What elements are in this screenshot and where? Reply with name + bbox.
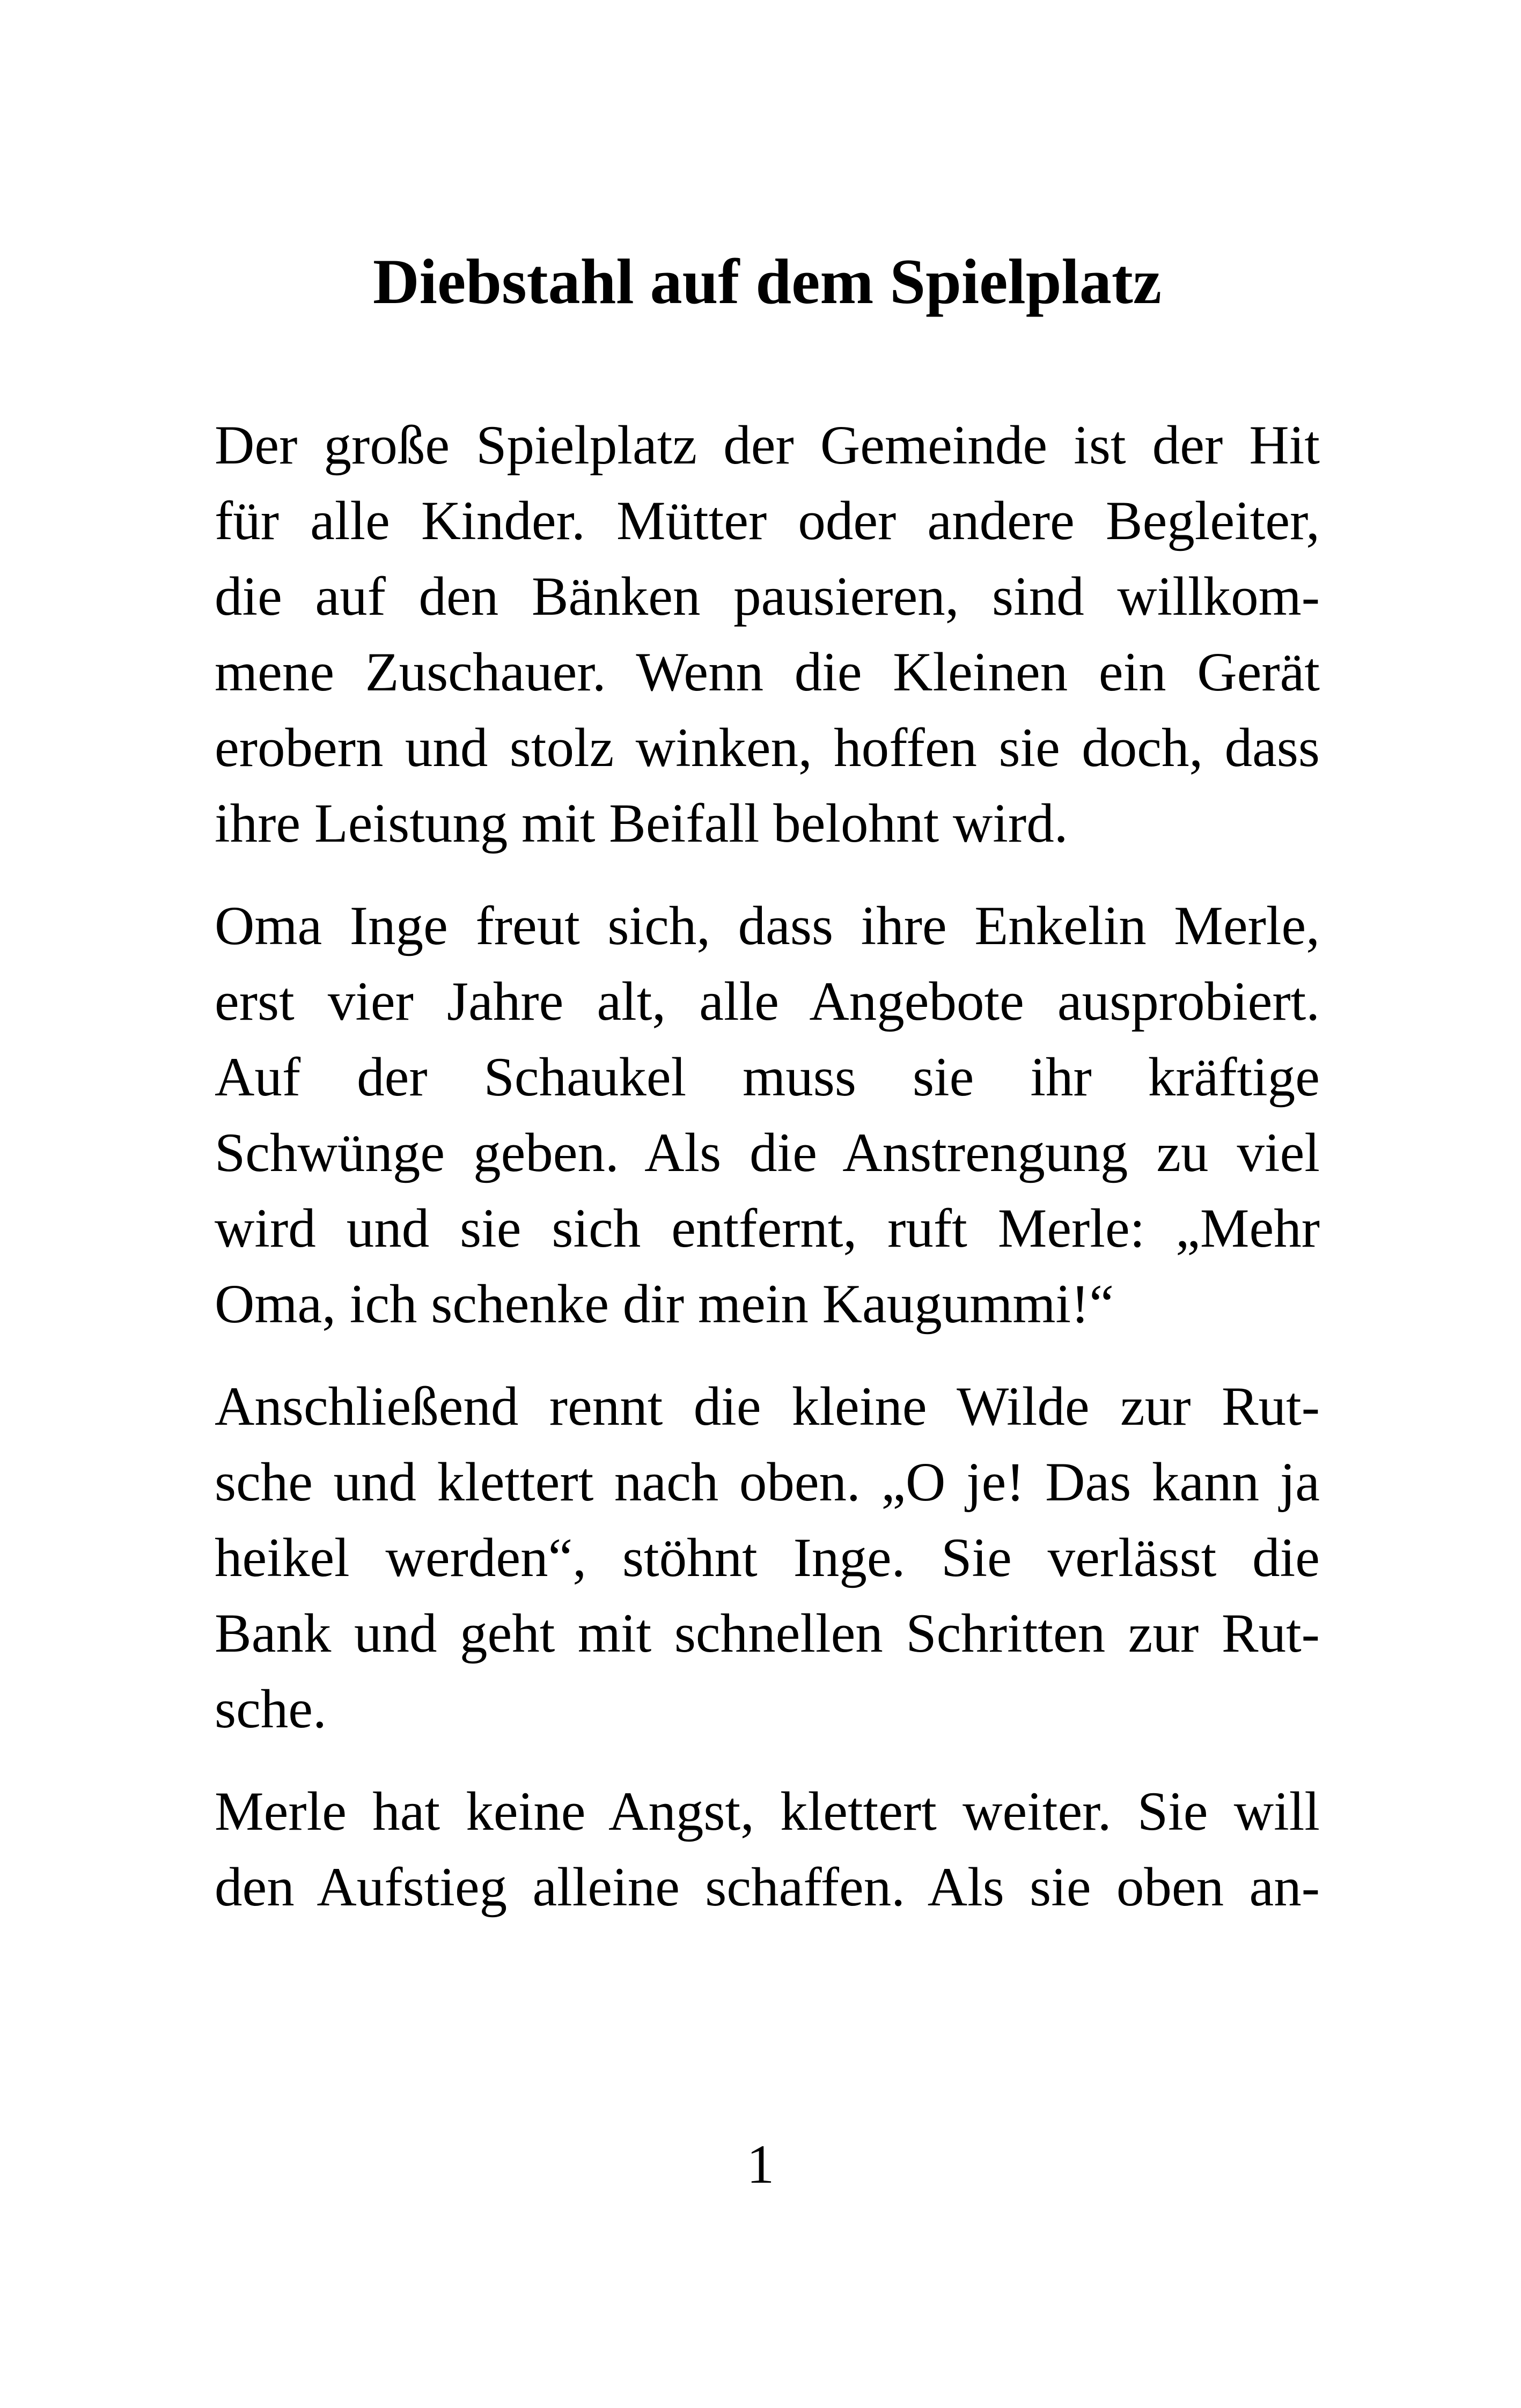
- text-line: erst vier Jahre alt, alle Angebote ausprobiert.: [215, 971, 1320, 1032]
- text-line: Merle hat keine Angst, klettert weiter. Sie will: [215, 1781, 1320, 1842]
- page-number: 1: [746, 2134, 775, 2195]
- text-line: Oma Inge freut sich, dass ihre Enkelin Merle,: [215, 895, 1320, 956]
- text-line: für alle Kinder. Mütter oder andere Begleiter,: [215, 490, 1320, 551]
- paragraph-3: [215, 1369, 1320, 1747]
- text-line: sche und klettert nach oben. „O je! Das kann ja: [215, 1452, 1320, 1513]
- body-text: [215, 408, 1320, 1952]
- text-line: Anschließend rennt die kleine Wilde zur Rut-: [215, 1376, 1320, 1437]
- paragraph-4: [215, 1774, 1320, 1925]
- text-line: Oma, ich schenke dir mein Kaugummi!“: [215, 1273, 1114, 1335]
- text-line: erobern und stolz winken, hoffen sie doch, dass: [215, 717, 1320, 778]
- text-line: wird und sie sich entfernt, ruft Merle: „Mehr: [215, 1198, 1320, 1259]
- text-line: Der große Spielplatz der Gemeinde ist der Hit: [215, 415, 1320, 476]
- text-line: Schwünge geben. Als die Anstrengung zu viel: [215, 1122, 1320, 1183]
- page-title: Diebstahl auf dem Spielplatz: [372, 246, 1162, 317]
- paragraph-2: [215, 888, 1320, 1342]
- text-line: mene Zuschauer. Wenn die Kleinen ein Gerät: [215, 642, 1320, 703]
- text-line: sche.: [215, 1678, 327, 1740]
- paragraph-1: [215, 408, 1320, 861]
- text-line: heikel werden“, stöhnt Inge. Sie verlässt die: [215, 1527, 1320, 1588]
- text-line: Bank und geht mit schnellen Schritten zur Rut-: [215, 1603, 1320, 1664]
- text-line: ihre Leistung mit Beifall belohnt wird.: [215, 793, 1068, 854]
- text-line: die auf den Bänken pausieren, sind willkom-: [215, 566, 1320, 627]
- text-line: Auf der Schaukel muss sie ihr kräftige: [215, 1047, 1320, 1108]
- text-line: den Aufstieg alleine schaffen. Als sie oben an-: [215, 1857, 1320, 1918]
